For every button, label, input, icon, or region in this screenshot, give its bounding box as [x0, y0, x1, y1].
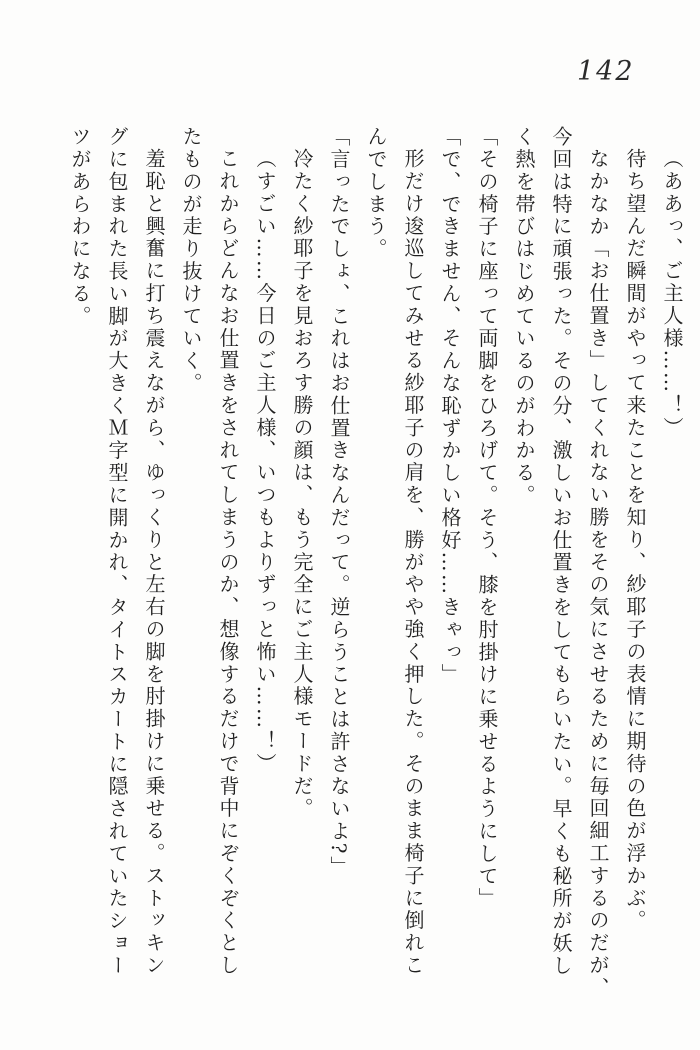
page-number: 142: [577, 56, 635, 87]
text-line: 「で、できません、そんな恥ずかしい格好……きゃっ」: [438, 126, 462, 686]
text-line: 今回は特に頑張った。その分、激しいお仕置きをしてもらいたい。早くも秘所が妖し: [549, 126, 573, 978]
text-line: ツがあらわになる。: [68, 126, 92, 328]
text-line: 羞恥と興奮に打ち震えながら、ゆっくりと左右の脚を肘掛けに乗せる。ストッキン: [142, 148, 166, 977]
text-line: 待ち望んだ瞬間がやって来たことを知り、紗耶子の表情に期待の色が浮かぶ。: [623, 148, 647, 932]
text-line: く熱を帯びはじめているのがわかる。: [512, 126, 536, 507]
text-line: なかなか「お仕置き」してくれない勝をその気にさせるために毎回細工するのだが、: [586, 148, 610, 1000]
text-line: （ああっ、ご主人様……！）: [660, 148, 684, 440]
text-line: 「その椅子に座って両脚をひろげて。そう、膝を肘掛けに乗せるようにして」: [475, 126, 499, 910]
text-line: んでしまう。: [364, 126, 388, 261]
text-line: 「言ったでしょ、これはお仕置きなんだって。逆らうことは許さないよ?」: [327, 126, 351, 879]
text-line: 形だけ逡巡してみせる紗耶子の肩を、勝がやや強く押した。そのまま椅子に倒れこ: [401, 148, 425, 977]
text-line: これからどんなお仕置きをされてしまうのか、想像するだけで背中にぞくぞくとし: [216, 148, 240, 977]
text-line: 冷たく紗耶子を見おろす勝の顔は、もう完全にご主人様モードだ。: [290, 148, 314, 820]
vertical-text-block: [61, 126, 690, 1011]
text-line: グに包まれた長い脚が大きくＭ字型に開かれ、タイトスカートに隠されていたショー: [105, 126, 129, 978]
text-line: たものが走り抜けていく。: [179, 126, 203, 395]
text-line: （すごい……今日のご主人様、いつもよりずっと怖い……！）: [253, 148, 277, 776]
